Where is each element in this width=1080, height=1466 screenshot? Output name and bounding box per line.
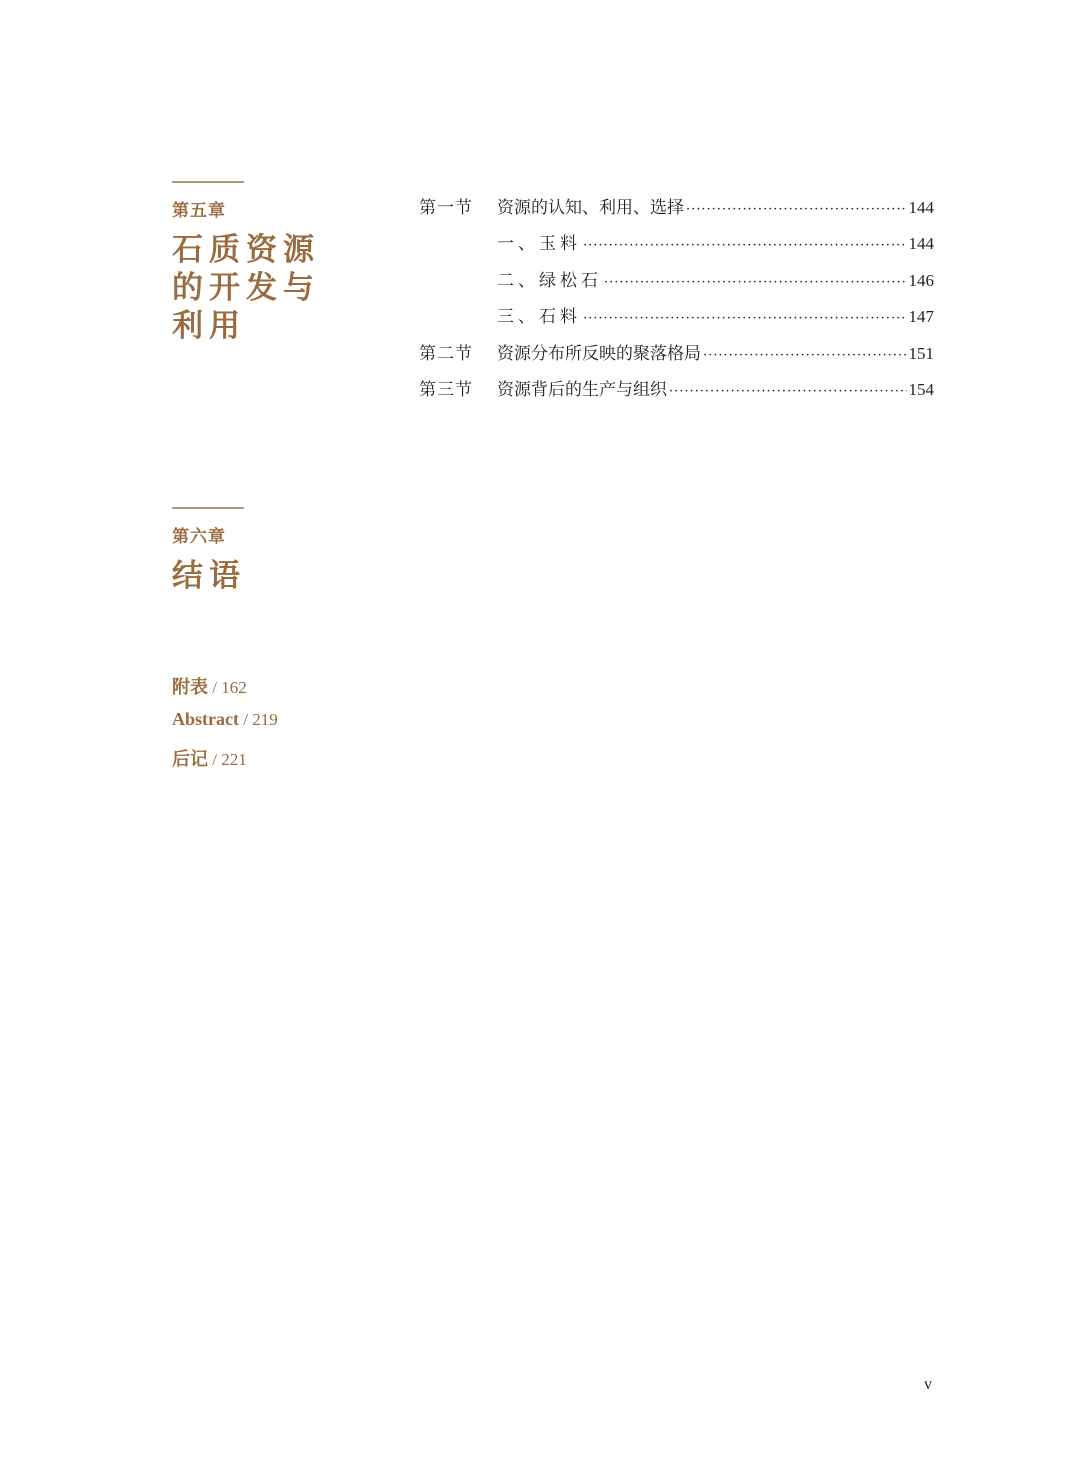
chapter5-title: 石质资源的开发与利用 [172, 232, 320, 344]
page-number: 151 [908, 343, 934, 363]
appendix-page: / 219 [238, 710, 278, 729]
appendix-entry[interactable] [172, 709, 278, 730]
appendix-entry[interactable] [172, 745, 247, 771]
section-title: 资源背后的生产与组织 [497, 379, 667, 400]
toc-row[interactable] [419, 229, 934, 265]
subsection-title: 一、玉料 [497, 234, 581, 255]
page-folio: v [924, 1376, 932, 1393]
page-number: 144 [908, 198, 934, 217]
chapter6-rule [172, 507, 244, 509]
chapter5-label: 第五章 [172, 201, 226, 221]
page-number: 144 [908, 234, 934, 254]
dot-leader [686, 202, 907, 217]
chapter5-rule [172, 181, 244, 183]
section-label: 第二节 [419, 343, 473, 364]
chapter6-label: 第六章 [172, 527, 226, 547]
appendix-name: 后记 [172, 749, 208, 769]
dot-leader [703, 348, 907, 363]
dot-leader [583, 311, 907, 326]
section-label: 第一节 [419, 198, 473, 218]
subsection-title: 三、石料 [497, 307, 581, 328]
appendix-name: 附表 [172, 677, 208, 697]
section-title: 资源分布所反映的聚落格局 [497, 343, 701, 364]
section-title: 资源的认知、利用、选择 [497, 198, 684, 218]
toc-row[interactable] [419, 193, 934, 229]
chapter6-title: 结语 [172, 558, 246, 594]
toc-row[interactable] [419, 302, 934, 338]
dot-leader [583, 238, 907, 253]
section-label: 第三节 [419, 379, 473, 400]
page-number: 147 [908, 307, 934, 327]
appendix-page: / 221 [208, 750, 247, 769]
chapter5-toc [419, 193, 934, 411]
page-number: 154 [908, 379, 934, 399]
toc-row[interactable] [419, 339, 934, 375]
appendix-name: Abstract [172, 709, 239, 729]
page-number: 146 [908, 270, 934, 290]
dot-leader [669, 384, 907, 399]
toc-row[interactable] [419, 375, 934, 411]
appendix-page: / 162 [208, 678, 247, 697]
toc-row[interactable] [419, 266, 934, 302]
subsection-title: 二、绿松石 [497, 270, 602, 291]
dot-leader [604, 275, 907, 290]
appendix-entry[interactable] [172, 673, 247, 699]
